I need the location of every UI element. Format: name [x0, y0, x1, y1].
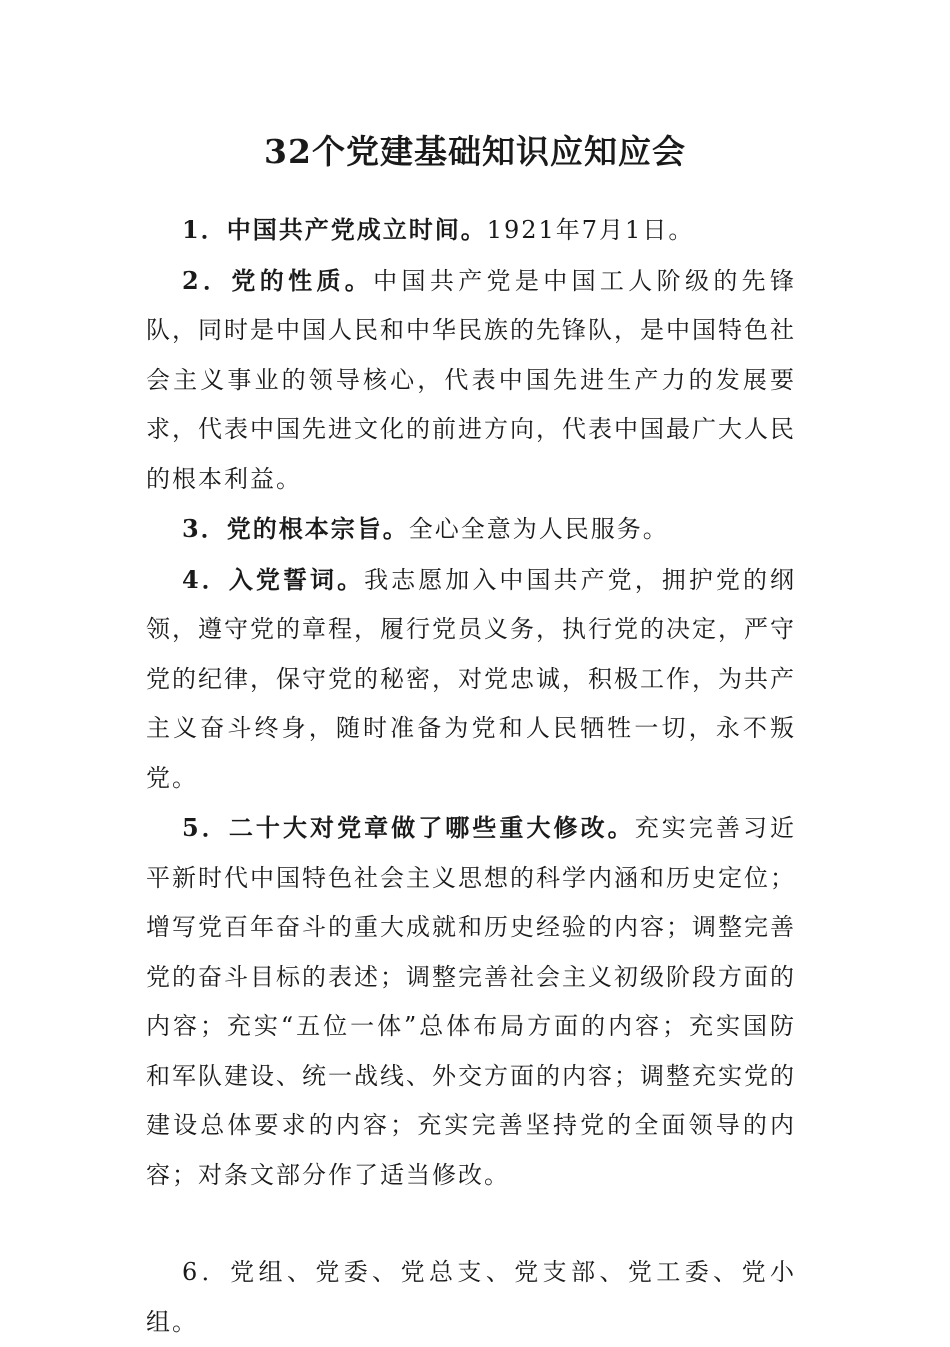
item-5-heading: 二十大对党章做了哪些重大修改。 — [228, 813, 635, 842]
item-4-heading: 入党誓词。 — [228, 564, 365, 594]
item-2 — [146, 256, 796, 505]
item-3-number: 3． — [182, 514, 227, 543]
item-3 — [146, 504, 796, 555]
item-2-text: 中国共产党是中国工人阶级的先锋队，同时是中国人民和中华民族的先锋队，是中国特色社会主义事业的领导核心，代表中国先进生产力的发展要求，代表中国先进文化的前进方向，代表中国最广大人民的根本利益。 — [146, 266, 797, 493]
document-body — [146, 205, 796, 1347]
item-5-text: 充实完善习近平新时代中国特色社会主义思想的科学内涵和历史定位；增写党百年奋斗的重大成就和历史经验的内容；调整完善党的奋斗目标的表述；调整完善社会主义初级阶段方面的内容；充实“五位一体”总体布局方面的内容；充实国防和军队建设、统一战线、外交方面的内容；调整充实党的建设总体要求的内容；充实完善坚持党的全面领导的内容；对条文部分作了适当修改。 — [146, 814, 797, 1189]
item-1-number: 1． — [182, 215, 227, 244]
item-3-heading: 党的根本宗旨。 — [226, 514, 409, 543]
item-1-text: 1921年7月1日。 — [486, 216, 695, 244]
item-3-text: 全心全意为人民服务。 — [408, 515, 669, 543]
item-2-number: 2． — [182, 265, 232, 295]
item-4-text: 我志愿加入中国共产党，拥护党的纲领，遵守党的章程，履行党员义务，执行党的决定，严守党的纪律，保守党的秘密，对党忠诚，积极工作，为共产主义奋斗终身，随时准备为党和人民牺牲一切，永不叛党。 — [146, 565, 797, 792]
item-5 — [146, 803, 796, 1200]
item-6 — [146, 1248, 796, 1347]
item-1 — [146, 205, 796, 256]
item-1-heading: 中国共产党成立时间。 — [226, 215, 487, 244]
item-5-number: 5． — [182, 813, 229, 842]
item-6-text: 党组、党委、党总支、党支部、党工委、党小组。 — [146, 1258, 796, 1336]
page-title: 32个党建基础知识应知应会 — [264, 132, 686, 171]
item-2-heading: 党的性质。 — [231, 265, 374, 295]
item-6-number: 6． — [182, 1258, 231, 1286]
item-4-number: 4． — [182, 564, 229, 594]
item-4 — [146, 555, 796, 804]
